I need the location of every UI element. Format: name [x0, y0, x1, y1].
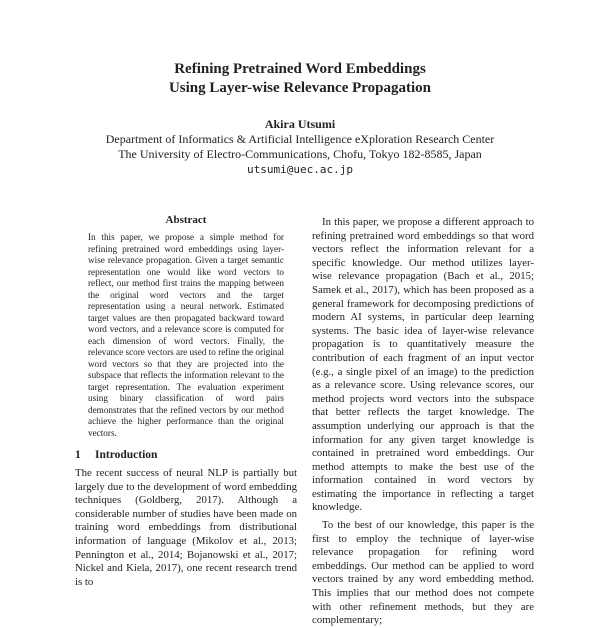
right-paragraph-1: In this paper, we propose a different approach to refining pretrained word embeddings so that word vectors reflect the information relevant for a specific knowledge. Our method utilizes layer-wise relevance propagation (Bach et al., 2015; Samek et al., 2017), which has been proposed as a general framework for decomposing predictions of modern AI systems, in particular deep learning systems. The basic idea of layer-wise relevance propagation is to quantitatively measure the contribution of each fragment of an input vector (e.g., a single pixel of an image) to the prediction as a relevance score. Using relevance scores, our method projects word vectors into the subspace that better reflects the target knowledge. The assumption underlying our approach is that the information for any given target knowledge is contained in pretrained word embeddings. Our method attempts to make the best use of the information contained in word vectors by estimating the importance in reflecting a target knowledge. [312, 216, 534, 514]
affiliation-line-2: The University of Electro-Communications, Chofu, Tokyo 182-8585, Japan [118, 147, 482, 161]
author-name: Akira Utsumi [264, 117, 336, 131]
paper-title-line-1: Refining Pretrained Word Embeddings [174, 61, 426, 77]
abstract-heading: Abstract [165, 214, 207, 226]
section-heading-introduction [75, 449, 297, 461]
abstract-text: In this paper, we propose a simple method for refining pretrained word embeddings using layer-wise relevance propagation. Given a target semantic representation one would like word vectors to reflect, our method first trains the mapping between the original word vectors and the target representation using a neural network. Estimated target values are then propagated backward toward word vectors, and a relevance score is computed for each dimension of word vectors. Finally, the relevance score vectors are used to refine the original word vectors so that they are projected into the subspace that reflects the information relevant to the target representation. The evaluation experiment using binary classification of word pairs demonstrates that the refined vectors by our method achieve the higher performance than the original vectors. [88, 232, 284, 438]
title-block [0, 60, 600, 98]
right-paragraph-2: To the best of our knowledge, this paper is the first to employ the technique of layer-wise relevance propagation for refining word embeddings. Our method can be applied to word vectors trained by any word embedding method. This implies that our method does not compete with other refinement methods, but they are complementary; [312, 519, 534, 627]
right-column [312, 216, 534, 628]
section-title: Introduction [95, 449, 158, 461]
author-email: utsumi@uec.ac.jp [247, 163, 353, 176]
paper-title-line-2: Using Layer-wise Relevance Propagation [168, 80, 432, 96]
left-column [75, 210, 297, 589]
affiliation-line-1: Department of Informatics & Artificial Intelligence eXploration Research Center [105, 132, 495, 146]
section-number: 1 [75, 449, 81, 461]
author-block [0, 117, 600, 177]
introduction-paragraph: The recent success of neural NLP is partially but largely due to the development of word embedding techniques (Goldberg, 2017). Although a considerable number of studies have been made on training word embeddings from distributional information of language (Mikolov et al., 2013; Pennington et al., 2014; Bojanowski et al., 2017; Nickel and Kiela, 2017), one recent research trend is to [75, 467, 297, 588]
